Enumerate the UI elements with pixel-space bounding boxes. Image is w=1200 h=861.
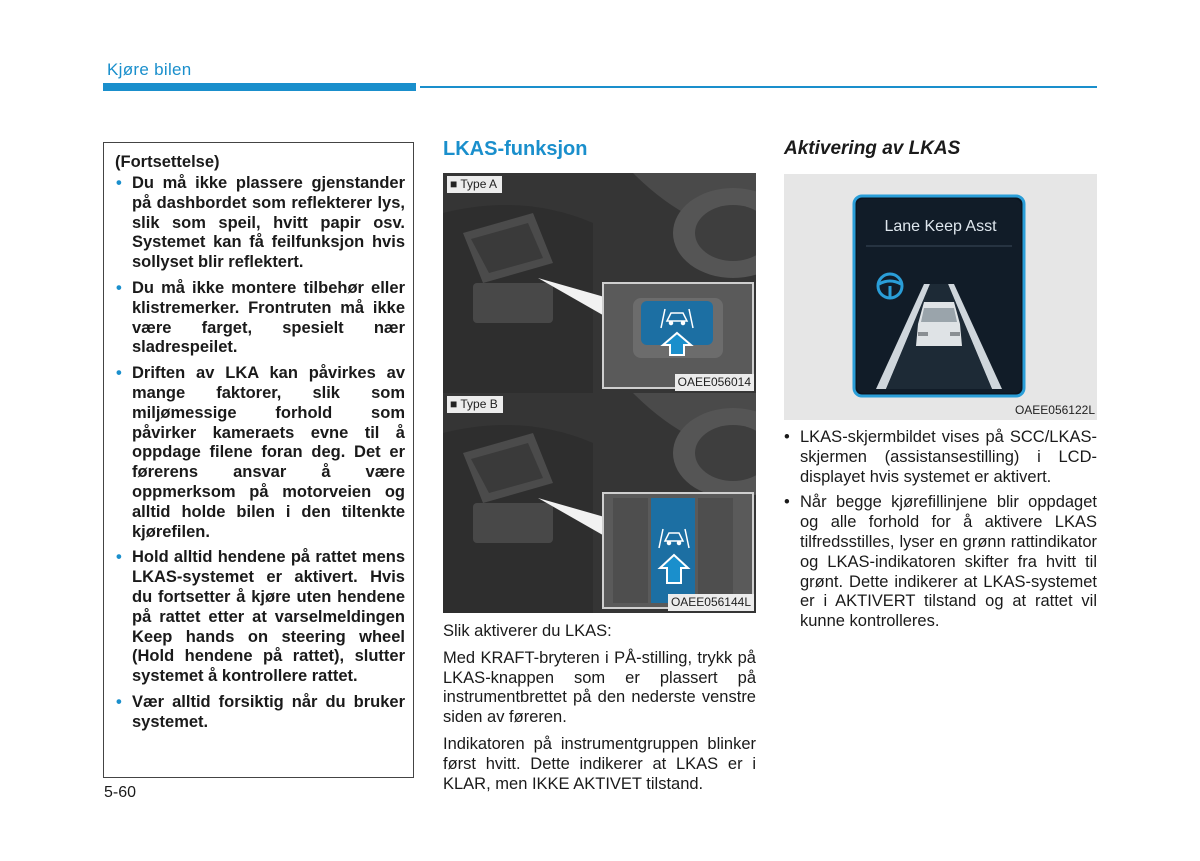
figure-type-b [443, 393, 756, 613]
bullet-dot-icon: • [784, 493, 790, 512]
activation-heading: Aktivering av LKAS [784, 138, 961, 159]
figure-type-label: ■ Type B [447, 396, 503, 413]
bullet-dot-icon: • [116, 278, 122, 297]
section-title: Kjøre bilen [107, 60, 192, 79]
dashboard-illustration-b [443, 393, 756, 613]
caution-item: • Vær alltid forsiktig når du bruker systemet. [116, 692, 405, 731]
lcd-display-illustration [784, 174, 1097, 420]
caution-list [115, 174, 405, 733]
paragraph: Slik aktiverer du LKAS: [443, 622, 612, 640]
figure-code: OAEE056122L [1014, 403, 1095, 417]
bullet-dot-icon: • [784, 428, 790, 446]
activation-list [784, 428, 1097, 638]
header-accent-bar [103, 83, 416, 91]
bullet-dot-icon: • [116, 548, 122, 567]
caution-item: • Du må ikke montere tilbehør eller klistremerker. Frontruten må ikke være farget, spesielt nær sladrespeilet. [116, 278, 405, 357]
activation-item: • Når begge kjørefillinjene blir oppdaget og alle forhold for å aktivere LKAS tilfredsstilles, lyser en grønn rattindikator og LKAS-indikatoren skifter fra hvitt til grønt. Dette indikerer at LKAS-systemet er i AKTIVERT tilstand og at rattet vil kunne kontrolleres. [784, 493, 1097, 631]
paragraph: Indikatoren på instrumentgruppen blinker først hvitt. Dette indikerer at LKAS er i KLAR, men IKKE AKTIVET tilstand. [443, 734, 756, 793]
caution-item: • Hold alltid hendene på rattet mens LKAS-systemet er aktivert. Hvis du fortsetter å kjøre uten hendene på rattet etter at varselmeldingen Keep hands on steering wheel (Hold hendene på rattet), slutter systemet å kontrollere rattet. [116, 548, 405, 686]
lkas-function-heading: LKAS-funksjon [443, 138, 588, 160]
page-number: 5-60 [104, 784, 137, 801]
bullet-dot-icon: • [116, 364, 122, 383]
bullet-dot-icon: • [116, 174, 122, 192]
lcd-figure [784, 174, 1097, 420]
figure-type-label: ■ Type A [447, 176, 502, 193]
dashboard-illustration-a [443, 173, 756, 393]
figure-code: OAEE056014 [675, 374, 754, 391]
car-rear-icon [916, 302, 962, 346]
lkas-button [651, 498, 695, 603]
paragraph: Med KRAFT-bryteren i PÅ-stilling, trykk på LKAS-knappen som er plassert på instrumentbrettet på den nederste venstre siden av føreren. [443, 648, 756, 727]
header-rule [420, 86, 1097, 88]
lkas-function-body [443, 622, 756, 801]
lcd-display-title: Lane Keep Asst [884, 218, 997, 235]
figure-code: OAEE056144L [668, 594, 754, 611]
activation-item: • LKAS-skjermbildet vises på SCC/LKAS-skjermen (assistansestilling) i LCD-displayet hvis systemet er aktivert. [784, 428, 1097, 486]
bullet-dot-icon: • [116, 692, 122, 711]
figure-type-a [443, 173, 756, 393]
caution-box [103, 142, 414, 778]
continuation-label: (Fortsettelse) [115, 153, 220, 171]
caution-item: • Du må ikke plassere gjenstander på dashbordet som reflekterer lys, slik som speil, hvitt papir osv. Systemet kan få feilfunksjon hvis sollyset blir reflektert. [116, 174, 405, 272]
caution-item: • Driften av LKA kan påvirkes av mange faktorer, slik som miljømessige forhold som påvirker kameraets evne til å oppdage filene foran deg. Det er førerens ansvar å være oppmerksom på motorveien og alltid holde bilen i den tiltenkte kjørefilen. [116, 364, 405, 541]
